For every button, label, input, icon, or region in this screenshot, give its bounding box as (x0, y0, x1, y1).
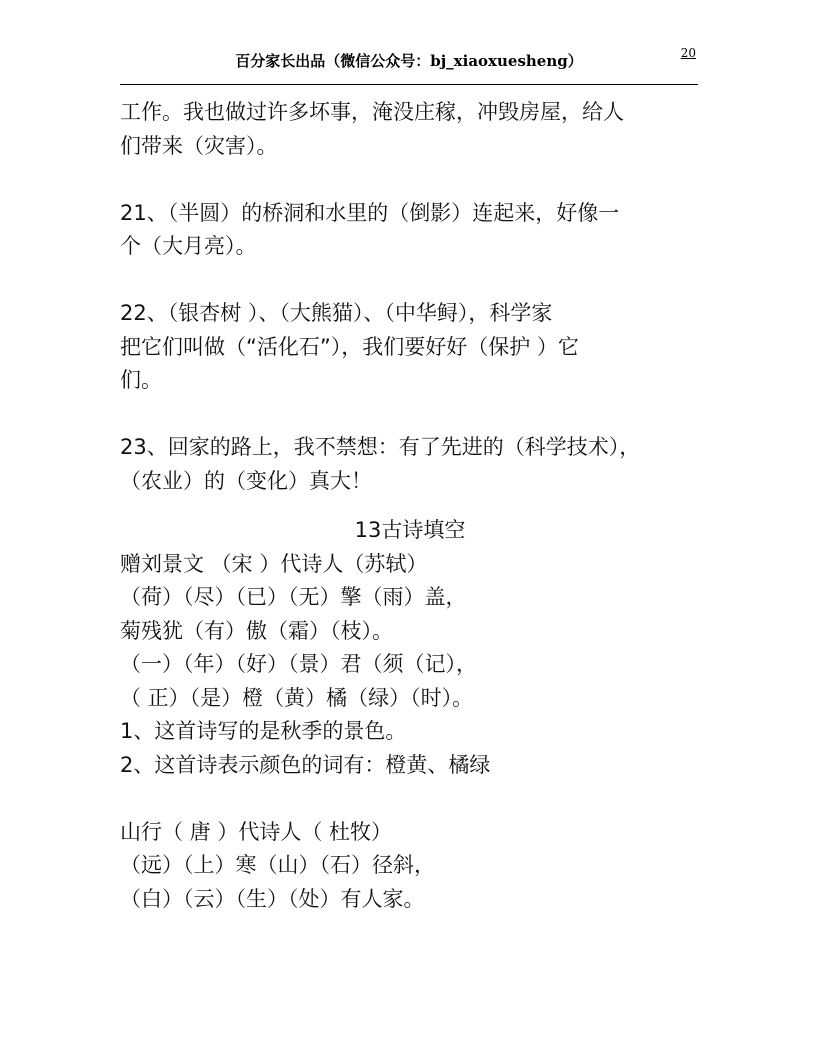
item-20-tail (120, 96, 700, 163)
poem-line: （一）（年）（好）（景）君（须（记）， (120, 652, 477, 676)
spacer (120, 498, 700, 514)
poem-title-line: 山行（ 唐 ）代诗人（ 杜牧） (120, 819, 393, 844)
text-line: 22、（银杏树 ）、（大熊猫）、（中华鲟），科学家 (120, 301, 553, 325)
poem-line: （荷）（尽）（已）（无）擎（雨）盖， (120, 585, 467, 609)
header-title: 百分家长出品（微信公众号：bj_xiaoxuesheng） (235, 52, 583, 70)
text-line: 们带来（灾害）。 (120, 133, 278, 158)
spacer (120, 163, 700, 197)
page-header (120, 44, 698, 85)
poem-line: （ 正）（是）橙（黄）橘（绿）（时）。 (120, 685, 474, 710)
question-line: 1、这首诗写的是秋季的景色。 (120, 719, 407, 743)
text-line: 21、（半圆）的桥洞和水里的（倒影）连起来，好像一 (120, 200, 620, 225)
poem-line: （远）（上）寒（山）（石）径斜， (120, 853, 435, 877)
item-21 (120, 197, 700, 264)
poem-zeng-liu-jingwen (120, 548, 700, 783)
spacer (120, 398, 700, 432)
document-body (120, 96, 700, 916)
spacer (120, 782, 700, 816)
item-23 (120, 431, 700, 498)
page-number: 20 (680, 46, 696, 60)
item-22 (120, 297, 700, 398)
poem-line: 菊残犹（有）傲（霜）（枝）。 (120, 618, 393, 643)
question-line: 2、这首诗表示颜色的词有：橙黄、橘绿 (120, 752, 491, 777)
text-line: 把它们叫做（“活化石”），我们要好好（保护 ）它 (120, 334, 579, 359)
poem-line: （白）（云）（生）（处）有人家。 (120, 886, 425, 911)
text-line: 工作。我也做过许多坏事，淹没庄稼，冲毁房屋，给人 (120, 100, 624, 124)
section-title: 13古诗填空 (354, 518, 466, 542)
text-line: 们。 (120, 368, 162, 392)
poem-shan-xing (120, 816, 700, 917)
poem-title-line: 赠刘景文 （宋 ）代诗人（苏轼） (120, 551, 428, 576)
spacer (120, 264, 700, 298)
text-line: 23、回家的路上，我不禁想：有了先进的（科学技术）， (120, 435, 641, 459)
text-line: （农业）的（变化）真大！ (120, 468, 372, 493)
text-line: 个（大月亮）。 (120, 234, 257, 258)
